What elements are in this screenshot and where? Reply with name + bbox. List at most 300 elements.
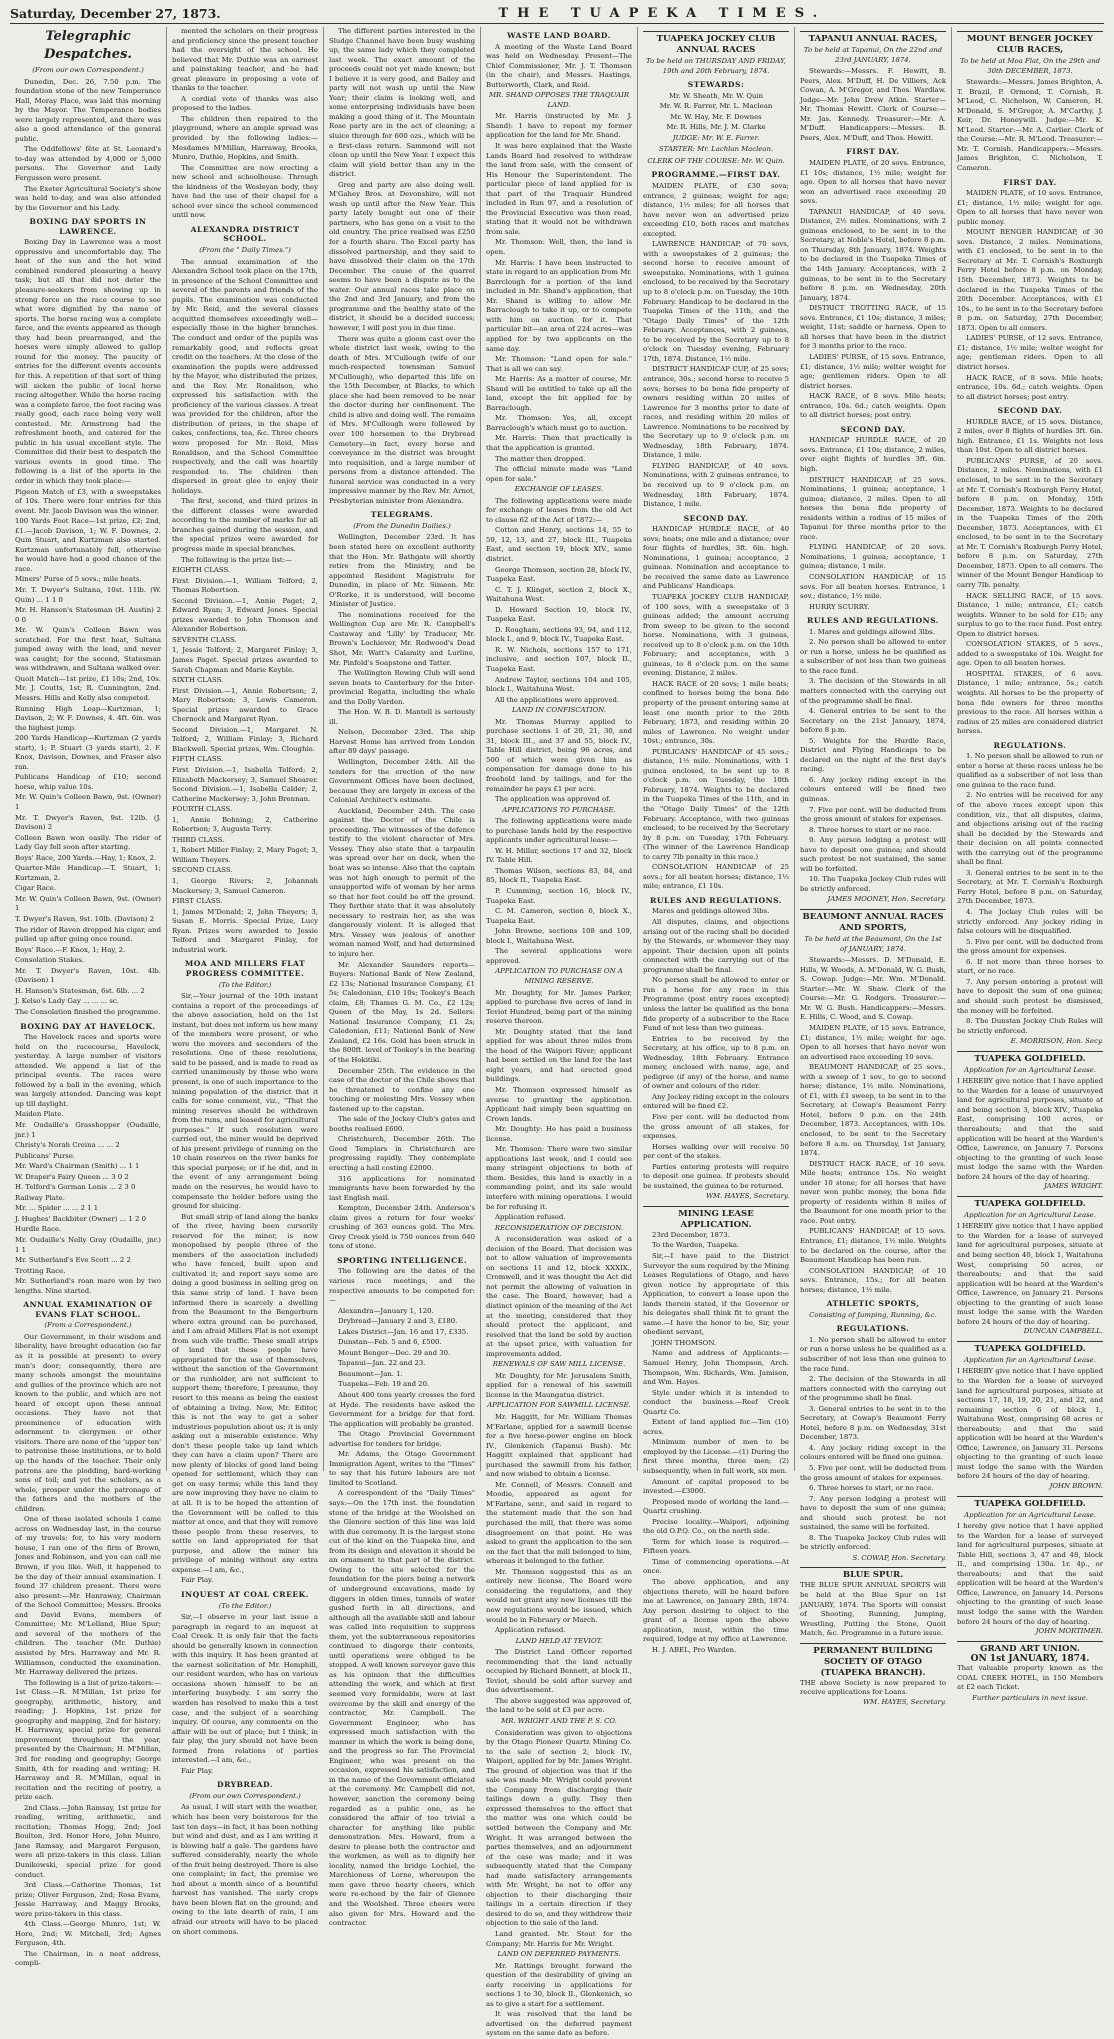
paragraph: THIRD CLASS. [172, 835, 225, 844]
paragraph: Boys' Race, 200 Yards.—Hay, 1; Knox, 2. [15, 853, 157, 862]
paragraph: Boxing Day in Lawrence was a most oppressive and uncomfortable day. The heat of the sun and the hot wind combined rendered pleasuring a heavy task; but all that did not deter the pleasure-seekers from showing up in strong force on the race course to see what were dignified by the name of sports. The horse racing was a complete farce, and the events appeared as though they had been prearranged, and the horses were simply allowed to gallop round for the money. The paucity of entries for the different events accounts for this. A repetition of that sort of thing will sicken the public of local horse racing altogether. While the horse racing was a complete farce, the foot racing was really good, each race being very well contested. Mr. Armstrong had the refreshment booth, and catered for the public in his usual excellent style. The Committee did their best to despatch the various events in good time. The following is a list of the sports in the order in which they took place:— [15, 238, 161, 485]
paragraph: The different parties interested in the Sludge Channel have been busy washing up, the same lady which they completed last week. The exact amount of the proceeds could not yet made known; but I believe it is very good, and Bailey and party will not wash up until the New Year; their claim is looking well, and some enterprising individuals have been making a good thing of it. The Mountain Rose party are in the act of cleaning; a sluice through for 600 ozs., which will be a first-class return. Sammond will not clean up until the New Year. I expect this claim will yield better than any in the district. [329, 27, 475, 179]
section-heading: FIRST DAY. [846, 147, 900, 157]
paragraph: SEVENTH CLASS. [172, 635, 237, 644]
paragraph: First Division.—1, William Telford; 2, Thomas Robertson. [172, 576, 318, 595]
section-heading: STEWARDS: [687, 80, 745, 90]
paragraph: The nominations received for the Wellington Cup are Mr. R. Campbell's Castaway and 'Lilly' by Traducer, Mr. Brown's Lochiever, Mr. Redwood's Dead Shot, Mr. Watt's Calamity and Lurline, Mr. Pinfold's Soapstone and Tatter. [329, 610, 475, 667]
paragraph: 2nd Class.—John Ramsay, 1st prize for reading, writing, arithmetic, and recitation; Thomas Hogg, 2nd; Joel Boulton, 3rd. Honor Hore, John Munro, Jane Ramsay, and Margaret Ferguson, were all prize-takers in this class. Lilian Dunikowski, special prize for good conduct. [15, 1803, 161, 1879]
paragraph: THE above Society is now prepared to receive applications for Loans. [800, 1678, 946, 1697]
paragraph: It was here explained that the Waste Lands Board had resolved to withdraw the land from sale, with the consent of His Honour the Superintendent. The particular piece of land applied for is that part of the Traquair Hundred included in Run 97, and a resolution of the Provincial Executive was then read, stating that it would not be withdrawn from sale. [486, 142, 632, 236]
paragraph: The following is a list of prize-takers:—1st Class.—R. M'Millan, 1st prize for geography, arithmetic, history, and reading; J. Hopkins, 1st prize for geography and mapping, 2nd for history; H. Harraway, special prize for general improvement throughout the year, presented by the Chairman; H. M'Millan, 3rd for reading and geography; George Smith, 4th for reading and writing; H. Harraway and R. M'Millan, equal in recitation and the reciting of poetry, a prize each. [15, 1678, 161, 1802]
section-title: Telegraphic Despatches. [44, 29, 132, 62]
paragraph: George Thomson, section 28, block IV., Tuapeka East. [486, 565, 632, 584]
section-heading: RULES AND REGULATIONS. [807, 616, 939, 626]
section-subheading: Application for an Agricultural Lease. [964, 1355, 1096, 1364]
paragraph: 23rd December, 1873. [652, 1230, 730, 1239]
signature: WM. HAYES, Secretary. [705, 1192, 789, 1201]
paragraph: Boys' Race.—F. Knox, 1; Hay, 2. [15, 945, 126, 954]
paragraph: C. M. Cameron, section 6, block X., Tuapeka East. [486, 907, 632, 925]
paragraph: Mr. Doughty, for Mr. James Parker, applied to purchase five acres of land in Teviot Hundred, being part of the mining reserve thereon. [486, 988, 632, 1026]
paragraph: Nelson, December 23rd. The ship Harvest Home has arrived from London after 89 days' passage. [329, 728, 475, 756]
section-subheading: EXCHANGE OF LEASES. [514, 485, 604, 494]
paragraph: Mares and geldings allowed 3lbs. [652, 907, 770, 916]
paragraph: Mr. Rattings brought forward the question of the desirability of giving an early receiving in applications for sections 1 to 30, block II., Glenkenich, so as to give a start for a settlement. [486, 1961, 632, 2008]
paragraph: Mr. Thomson: "Land open for sale." That is all we can say. [486, 355, 632, 373]
paragraph: 1. No person shall be allowed to enter or run a horse unless he be qualified as a subscriber of not less than one guinea to the race fund. [800, 1335, 946, 1373]
paragraph: Application refused. [495, 1213, 566, 1222]
paragraph: Precise locality.—Waipori, adjoining the old O.P.Q. Co., on the north side. [643, 1517, 789, 1536]
paragraph: Running High Leap—Kurtzman, 1; Davison, 2; W. F. Downes, 4. 4ft. 6in. was the highest jump. [15, 704, 161, 732]
paragraph: Sir,—Your journal of the 10th instant contains a report of the proceedings of the above association, held on the 1st instant, but does not inform us how many of the members were present, or who were the movers and seconders of the resolutions. One of these resolutions, said to be passed, and is made to read as carried unanimously by those who were present, is one of such importance to the mining population of the district that it calls for some comment, viz., "That the mining reserves should be withdrawn from the runs, and leased for agricultural purposes." If such resolution were carried out, the miner would be deprived of his present privilege of running on the 10 chain reserves on the river banks for this special purpose; or if he did, and in the event of any arrangement being made on the reserves, he would have to compensate the holder before using the ground for sluicing. [172, 992, 318, 1211]
paragraph: Sir,—I have paid to the District Surveyor the sum required by the Mining Leases Regulations of Otago, and have given notice by appropriate of this Application, to convert a lease upon the lands therein stated, if the Governor or his delegates shall think fit to grant the same.—I have the honor to be, Sir, your obedient servant, [643, 1251, 789, 1337]
paragraph: Andrew Taylor, sections 104 and 105, block I., Waitahuna West. [486, 675, 632, 694]
advert-title: BLUE SPUR. [842, 1570, 904, 1581]
paragraph: Tuapeka—Feb. 19 and 20. [338, 1380, 430, 1389]
paragraph: 5. Five per cent. will be deducted from the gross amount for expenses. [957, 937, 1103, 956]
paragraph: 1. Mares and geldings allowed 3lbs. [809, 627, 936, 636]
paragraph: Mr. Thomas Murray applied to purchase sections 1 of 20, 21, 30, and 31, block III., and 37 and 55, block IV., Table Hill district, being 96 acres, and 500 of which were given him as compensation for damage done to his freehold land by tailings, and for the remainder he pays £1 per acre. [486, 717, 632, 793]
paragraph: Mr. Adams, the Otago Government Immigration Agent, writes to the "Times" to say that his future labours are not limited to Scotland. [329, 1450, 475, 1487]
paragraph: DISTRICT HANDICAP CUP, of 25 sovs; entrance, 30s.; second horse to receive 5 sovs; horses to be bona fide property of owners residing within 20 miles of Lawrence for 3 months prior to date of races, and residing within 20 miles of Lawrence. Nominations to be received by the Secretary up to 9 o'clock p.m. on Wednesday, 18th February, 1874. Distance, 1 mile. [643, 365, 789, 460]
paragraph: The following applications were made for exchange of leases from the old Act to clause 62 of the Act of 1872:— [486, 496, 632, 524]
paragraph: Greg and party are also doing well. M'Gahey Bros. at Devonshire, will not wash up until after the New Year. This party lately bought out one of their partners, who has gone on a visit to the old country. The price realised was £250 for a fourth share. The Excel party has dissolved partnership, and they said to have dissolved their claim on the 17th December. The cause of the quarrel seems to have been a dispute as to the water. Our annual races take place on the 2nd and 3rd January, and from the programme and the healthy state of the district, it should be a decided success; however, I will post you in due time. [329, 180, 475, 332]
paragraph: 100 Yards Foot Race—1st prize, £2; 2nd, £1.—Jacob Davison, 1; W. F. Downes, 2. Quin Stuart, and Kurtzman also started. Kurtzman unfortunately fell, otherwise he would have had a good chance of the race. [15, 517, 161, 573]
paragraph: Tapanui—Jan. 22 and 23. [338, 1359, 426, 1368]
section-subheading: To be held at the Beaumont, On the 1st of JANUARY, 1874. [804, 935, 942, 953]
paragraph: Quarter-Mile Handicap.—T. Stuart, 1; Kurtzman, 2. [15, 864, 161, 882]
paragraph: Mr. Harris (instructed by Mr. J. Shand): I have to repeat my former application for the land for Mr. Shand. [486, 112, 632, 140]
paragraph: 200 Yards Handicap—Kurtzman (2 yards start), 1; P. Stuart (3 yards start), 2. F. Knox, Davison, Downes, and Fraser also ran. [15, 734, 161, 771]
paragraph: It was resolved that the land be advertised on the deferred payment system on the same date as before. [486, 2010, 632, 2038]
section-subheading: (From a Correspondent.) [44, 1321, 132, 1330]
paragraph: Extent of land applied for.—Ten (10) acres. [643, 1418, 789, 1436]
paragraph: 1, James M'Donald; 2, John Theyers; 3, Susan E. Morris. Special Prize, Lucy Ryan. Prizes were awarded to Jessie Telford and Margaret Finlay, for industrial work. [172, 907, 318, 954]
paragraph: To the Warden, Tuapeka. [652, 1241, 740, 1250]
paragraph: J. Hughes' Backbiter (Owner) ... 1 2 0 [15, 1214, 146, 1223]
paragraph: Mr. Ward's Chairman (Smith) ... 1 1 [15, 1162, 140, 1171]
column-5 [638, 27, 795, 1654]
section-heading: ATHLETIC SPORTS, [826, 1299, 920, 1309]
paragraph: The following are the dates of the various race meetings, and the respective amounts to be competed for:— [329, 1267, 475, 1305]
paragraph: H. Hanson's Statesman, 6st. 6lb. ... 2 [15, 986, 145, 995]
paragraph: D. Howard Section 10, block IV., Tuapeka East. [486, 605, 632, 624]
paragraph: 5. Weights for the Hurdle Race, District and Flying Handicaps to be declared on the night of the first day's racing. [800, 736, 946, 774]
section-heading: SECOND DAY. [840, 424, 906, 434]
paragraph: LADIES' PURSE, of 12 sovs. Entrance, £1; distance, 1½ mile; welter weight for age; gentleman riders. Open to all district horses. [957, 334, 1103, 371]
paragraph: MOUNT BENGER HANDICAP, of 30 sovs. Distance, 2 miles. Nominations, with £1 enclosed, to be sent in to the Secretary at Mr. T. Cornish's Roxburgh Ferry Hotel before 8 p.m. on Monday, 15th December, 1873. Weights to be declared in the Tuapeka Times of the 20th December. Acceptances, with £1 10s., to be sent in to the Secretary before 8 p.m. on Saturday, 27th December, 1873. Open to all comers. [957, 228, 1103, 332]
paragraph: The following applications were made to purchase lands held by the respective applicants under agricultural lease:— [486, 817, 632, 845]
paragraph: Kempton, December 24th. Anderson's claim gives a return for four weeks' crushing of 363 ounces gold. The Mrs. Grey Creek yield is 750 ounces from 640 tons of stone. [329, 1204, 475, 1251]
paragraph: HACK RACE, of 8 sovs. Mile heats; entrance, 10s. 6d.; catch weights. Open to all district horses; post entry. [957, 373, 1103, 401]
newspaper-title: THE TUAPEKA TIMES. [498, 5, 827, 21]
paragraph: Second Division.—1, Annie Paget; 2, Edward Ryan; 3, Edward Jones. Special prizes awarded to John Thomson and Alexander Robertson. [172, 596, 318, 634]
paragraph: Time of commencing operations.—At once. [643, 1557, 789, 1576]
advert-title: GRAND ART UNION. [980, 1643, 1080, 1654]
section-heading: FIRST DAY. [1003, 177, 1057, 187]
section-heading: WASTE LAND BOARD. [507, 31, 611, 40]
paragraph: The District Land Officer reported recommending that the land actually occupied by Richard Bennett, at block II., Teviot, should be sold after survey and due advertisement. [486, 1648, 632, 1695]
advert-block [643, 31, 789, 56]
paragraph: J. Kelso's Lady Gay ... ... ... sc. [15, 997, 119, 1006]
paragraph: Wellington, December 23rd. It has been stated here on excellent authority that the Hon. Mr. Bathgate will shortly retire from the Ministry, and be appointed Resident Magistrate for Dunedin, in place of Mr. Simeon. Mr. O'Rorke, it is understood, will become Minister of Justice. [329, 533, 475, 609]
section-subheading: Consisting of Jumping, Running, &c. [809, 1310, 937, 1319]
advert-title: TAPANUI ANNUAL RACES, [808, 34, 938, 44]
column-6 [795, 27, 952, 1706]
paragraph: 316 applications for nominated immigrants have been forwarded by the last English mail. [329, 1174, 475, 1202]
advert-title: TUAPEKA JOCKEY CLUB ANNUAL RACES [656, 34, 776, 55]
column-3 [324, 27, 481, 1928]
paragraph: Alexandra—January 1, 120. [338, 1306, 434, 1315]
paragraph: 6. Three horses to start, or no race. [809, 1484, 934, 1493]
signature: JOHN BROWN. [1049, 1482, 1103, 1491]
paragraph: Mr. T. Dwyer's Raven, 9st. 12lb. (J. Davison) 2 [15, 813, 161, 832]
section-heading: PROGRAMME.—FIRST DAY. [651, 170, 781, 180]
paragraph: D. Rougham, sections 93, 94, and 112, block I., and 9, block IV., Tuapeka East. [486, 625, 632, 644]
paragraph: That valuable property known as the COAL CREEK HOTEL, in 150 Members at £2 each Ticket. [957, 1664, 1103, 1692]
section-subheading: (From our own Correspondent.) [189, 1791, 301, 1800]
paragraph: All the applications were approved. [495, 695, 620, 704]
paragraph: 1. No person shall be allowed to run or enter a horse at these races unless he be qualified as a subscriber of not less than one guinea to the race fund. [957, 752, 1103, 789]
paragraph: Mr. Thomson: There were two similar applications last week, and I could see many stringent objections to both of them. Besides, this land is exactly in a commanding point, and its sale would interfere with mining operations. I would be for refusing it. [486, 1145, 632, 1211]
paragraph: FIFTH CLASS. [172, 755, 224, 764]
paragraph: 3. General entries to be sent in to the Secretary, at Mr. T. Cornish's Roxburgh Ferry Hotel, before 8 p.m. on Saturday, 27th December, 1873. [957, 868, 1103, 906]
section-subheading: (To the Editor.) [218, 980, 272, 989]
paragraph: Mr. Thomson: Well, then, the land is open. [486, 238, 632, 257]
paragraph: The rider of Raven dropped his cigar, and pulled up after going once round. [15, 925, 161, 944]
masthead [10, 4, 1104, 22]
paragraph: A meeting of the Waste Land Board was held on Wednesday. Present—The Chief Commissioner, Mr. J. T. Thomson (in the chair), and Messrs. Hastings, Butterworth, Clark, and Reid. [486, 42, 632, 89]
paragraph: JOHN THOMSON. [652, 1338, 717, 1347]
paragraph: Mr. T. Dwyer's Sultana, 10st. 11lb. (W. Quin) ... 1 1 0 [15, 585, 161, 604]
paragraph: Colleen Bawn won easily. The rider of Lady Gay fell soon after starting. [15, 833, 161, 852]
section-heading: BOXING DAY AT HAVELOCK. [20, 1021, 156, 1031]
paragraph: MAIDEN PLATE, of 15 sovs. Entrance, £1; distance, 1½ mile; weight for age. Open to all horses that have never won an advertised race exceeding 10 sovs. [800, 1023, 946, 1061]
paragraph: The matter then dropped. [495, 454, 586, 463]
section-subheading: LAND ON DEFERRED PAYMENTS. [497, 1950, 621, 1959]
paragraph: Cigar Race. [15, 884, 57, 893]
paragraph: W. Draper's Fairy Queen ... 3 0 2 [15, 1172, 129, 1181]
paragraph: Any Jockey riding except in the colours entered will be fined £2. [643, 1092, 789, 1111]
paragraph: Auckland, December 24th. The case against the Doctor of the Chile is proceeding. The witnesses of the defence testify to the violent character of Mrs. Vessey. They also state that a tarpaulin was spread over her on deck, when the boat was so intense. Also that the captain was not high enough to permit of the unsupported wife of woman by her arms so that her feet could be off the ground. They further state that it was absolutely necessary to restrain her, as she was dangerously violent. It is alleged that Mrs. Vessey was jealous of another woman named Wolf, and had determined to injure her. [329, 806, 475, 958]
paragraph: PUBLICANS' HANDICAP of 45 sovs.; distance, 1½ mile. Nominations, with 1 guinea enclosed, to be sent up to 8 o'clock p.m. on Tuesday, the 10th February, 1874. Weights to be declared in the Tuapeka Times of the 11th, and in the "Otago Daily Times" of the 12th February. Acceptance, with two guineas enclosed, to be received by the Secretary by 8 p.m. on Tuesday, 17th February. (The winner of the Lawrence Handicap to carry 7lb penalty in this race.) [643, 747, 789, 861]
column-7 [952, 27, 1108, 1702]
paragraph: John Browne, sections 108 and 109, block I., Waitahuna West. [486, 927, 632, 945]
paragraph: Drybread—January 2 and 3, £180. [338, 1317, 458, 1326]
section-heading: SECOND DAY. [997, 406, 1063, 416]
paragraph: HANDICAP HURDLE RACE, of 40 sovs; heats; one mile and a distance; over four flights of hurdles, 3ft. 6in. high. Nominations, 1 guinea; acceptance, 2 guineas. Nomination and acceptance to be received the same date as Lawrence and Publicans' Handicaps. [643, 525, 789, 591]
paragraph: Mr. W. Quin's Colleen Bawn was scratched. For the first heat, Sultana jumped away with the lead, and never was caught; for the second, Statesman was withdrawn, and Sultana walked over. [15, 626, 161, 673]
section-heading: ALEXANDRA DISTRICT SCHOOL. [190, 224, 300, 244]
section-heading: REGULATIONS. [993, 740, 1067, 750]
paragraph: Horses walking over will receive 50 per cent of the stakes. [643, 1142, 789, 1161]
paragraph: Mr. Harris: Then that practically is that the application is granted. [486, 434, 632, 452]
section-subheading: Further particulars in next issue. [972, 1693, 1088, 1702]
signature: S. COWAP, Hon. Secretary. [852, 1553, 946, 1562]
paragraph: One of these isolated schools I came across on Wednesday last, in the course of my travels; for, to his very modern house, I ran one of the firm of Brown, Jones and Robinson, and you can call me Brown, if you like. Well, it happened to be the day of their annual examination. I found 37 children present. There were also present:—Mr. Hanraway, Chairman of the School Committee; Messrs. Brooks and David Evans, members of Committee; Mr. M'Lelland, Blue Spur; and several of the mothers of the children. The teacher (Mr. Duthie) assisted by Mrs. Harraway and Mr. R. Williamson, conducted the examination. Mr. Harraway delivered the prizes. [15, 1515, 161, 1677]
paragraph: Mr. R. Hills, Mr. J. M. Clarke [666, 123, 766, 132]
paragraph: MAIDEN PLATE, of 10 sovs. Entrance, £1; distance, 1½ mile; weight for age. Open to all horses that have never won public money. [957, 189, 1103, 226]
paragraph: Amount of capital proposed to be invested.—£3000. [643, 1477, 789, 1496]
section-subheading: RENEWALS OF SAW MILL LICENSE. [492, 1360, 626, 1369]
paragraph: HURDLE RACE, of 15 sovs. Distance, 2 miles, over 8 flights of hurdles 3ft. 6in. high. Entrance, £1 1s. Weights not less than 10st. Open to all district horses. [957, 417, 1103, 455]
paragraph: Mr. Connell, of Messrs. Connell and Moodie, appeared as agent for M'Farlane, senr., and said in regard to the statement made that the son had purchased the mill, that there was some disagreement on that point. He was asked to grant the application to the son on the fact that the mill belonged to him, whereas it belonged to the father. [486, 1480, 632, 1566]
section-heading: INQUEST AT COAL CREEK. [181, 1589, 309, 1599]
section-subheading: LAND IN CONFISCATION. [511, 706, 607, 715]
paragraph: Publicans' Purse. [15, 1151, 76, 1160]
paragraph: Mr. Haggitt, for Mr. William Thomas M'Farlane, applied for a sawmill license for a five horse-power engine on block IV., Glenkenich (Tapanui Bush). Mr. Haggitt explained that applicant had purchased the sawmill from his father, and now wished to obtain a license. [486, 1413, 632, 1479]
paragraph: FLYING HANDICAP, of 40 sovs. Nominations, with 2 guineas entrance, to be received up to 9 o'clock p.m. on Wednesday, 18th February, 1874. Distance, 1 mile. [643, 461, 789, 509]
advert-block [643, 1206, 789, 1231]
paragraph: 1, Jessie Telford; 2, Margaret Finlay; 3, James Paget. Special prizes awarded to Sarah Chapman and Marie Keyble. [172, 646, 318, 674]
paragraph: MAIDEN PLATE, of 20 sovs. Entrance, £1 10s; distance, 1½ mile; weight for age. Open to all horses that have never won an advertised race exceeding 20 sovs. [800, 159, 946, 206]
column-4 [481, 27, 638, 2038]
paragraph: A correspondent of the "Daily Times" says:—On the 17th inst. the foundation stone of the bridge at the Woolshed on the Glenore section of this line was laid with due ceremony. It is the largest stone cut of the kind on the Tuapeka line, and from its design and elevation it should be an ornament to that part of the district. Owing to the site selected for the foundation for the piers being a network of underground excavations, made by diggers in olden times, tunnels of water gushed forth in all directions, and although all the available skill and labour was called into requisition to suppress them, yet the subterraneous repositories continued to disgorge their contents, until operations were obliged to be stopped. A well known surveyor gave this as his opinion that the difficulties attending the work, and which at first seemed very formidable, were at last overcome by the skill and energy of the contractor, Mr. Campbell. The Government Engineer, who has expressed much satisfaction with the manner in which the work is being done, and the progress so far. The Provincial Engineer, who was present on the occasion, expressed his satisfaction, and in the name of the Government officiated at the ceremony. Mr. Campbell did not, however, sanction the ceremony being regarded as a public one, as he considered the affair of too trivial a character for anything like public demonstration. Mrs. Howard, from a desire to please both the contractor and the workmen, as well as to dignify her locality, named the bridge Lochiel, the Marchioness of Lorne, whereupon the men gave three hearty cheers, which were re-echoed by the fair of Glenore and the Woolshed. Three cheers were also given for Mrs. Howard and the contractor. [329, 1489, 475, 1928]
paragraph: The official minute made was "Land open for sale." [486, 465, 632, 483]
paragraph: Mr. Oudaille's Grasshopper (Oudaille, jnr.) 1 [15, 1120, 161, 1139]
paragraph: Wellington, December 24th. All the tenders for the erection of the new Government Offices have been declined, because they are largely in excess of the Colonial Architect's estimate. [329, 758, 475, 805]
signature: JOHN MORTIMER. [1035, 1627, 1103, 1636]
paragraph: R. W. Nichols, sections 157 to 171, inclusive, and section 107, block II., Tuapeka East. [486, 645, 632, 673]
paragraph: Dunstan—Feb. 5 and 6, £500. [338, 1338, 442, 1347]
masthead-rule [10, 23, 1104, 24]
paragraph: LADIES' PURSE, of 15 sovs. Entrance, £1; distance, 1½ mile; welter weight for age; gentlemen riders. Open to all district horses. [800, 352, 946, 390]
paragraph: CONSOLATION HANDICAP of 25 sovs.; for all beaten horses; distance, 1½ mile; entrance, £1 10s. [643, 863, 789, 891]
section-heading: TELEGRAMS. [370, 510, 434, 520]
paragraph: 7. Any person lodging a protest will have to deposit the sum of one guinea; and should such protest be not sustained, the same will be forfeited. [800, 1494, 946, 1532]
paragraph: But small strip of land along the banks of the river, having been cursorily reserved for the miner, is now monopolised by people (three of the members of the association included) who have fenced, built upon and cultivated it; and report says some are doing a good business in selling grog on this same strip of land. I have been informed there is scarcely a dwelling from the Beaumont to the Bengerburn where extra ground can be purchased, and I am afraid Millers Flat is not exempt from such vile traffic. These small strips of land that these people have appropriated for the use of themselves, without the sanction of the Government or the runholder, are not sufficient to support them; therefore, I presume, they resort to this means as being the easiest of obtaining a living. Now, Mr. Editor, this is not the way to get a sober industrious population about us; it is only asking out a miserable existence. Why don't these people take up land which they can have a claim upon? There are now plenty of blocks of good land being opened for settlement, which they can get on easy terms; while this land they are now improving they have no claim to at all. It is to be hoped the attention of the Government will be called to this matter at once, and that they will remove these people from these reserves, to settle on land appropriated for that purpose, and allow the miner his privilege of mining without any extra expense.—I am, &c., [172, 1212, 318, 1574]
paragraph: Mr. Thomson expressed himself as averse to granting the application. Applicant had simply been squatting on Crown lands. [486, 1085, 632, 1123]
paragraph: PUBLICANS' PURSE, of 20 sovs. Distance, 2 miles. Nominations, with £1 enclosed, to be sent in to the Secretary at Mr. T. Cornish's Roxburgh Ferry Hotel, before 8 p.m. on Monday, 15th December, 1873. Weights to be declared in the Tuapeka Times of the 20th December, 1873. Acceptances, with £1 enclosed, to be sent in to the Secretary at Mr. T. Cornish's Roxburgh Ferry Hotel, before 8 p.m. on Saturday, 27th December, 1873. Open to all comers. The winner of the Mount Benger Handicap to carry 7lb. penalty. [957, 456, 1103, 589]
paragraph: SIXTH CLASS. [172, 676, 224, 685]
paragraph: 7. Five per cent. will be deducted from the gross amount of stakes for expenses. [800, 805, 946, 824]
paragraph: DISTRICT HANDICAP, of 25 sovs. Nominations, 1 guinea; acceptance, 1 guinea; distance, 2 miles. Open to all horses the bona fide property of residents within a radius of 15 miles of Tapanui for three months prior to the race. [800, 475, 946, 541]
paragraph: Application refused. [495, 1626, 566, 1635]
paragraph: BEAUMONT HANDICAP, of 25 sovs., with a sweep of 1 sov., to go to second horse; distance, 1½ mile. Nominations, of £1, with £1 sweep, to be sent in to the Secretary, at Cowap's Beaumont Ferry Hotel, before 9 p.m. on the 24th December, 1873. Acceptances, with 10s. enclosed, to be sent to the Secretary before 8 a.m. on Thursday, 1st January, 1874. [800, 1063, 946, 1158]
section-subheading: Application for an Agricultural Lease. [964, 1065, 1096, 1074]
paragraph: CONSOLATION HANDICAP, of 15 sovs. For all beaten horses. Entrance, 1 sov.; distance, 1½ mile. [800, 572, 946, 601]
paragraph: First Division.—1, Annie Robertson; 2, Mary Robertson; 3, Lewis Cameron. Special prizes awarded to Grace Chernock and Margaret Ryan. [172, 686, 318, 724]
advert-block [957, 1051, 1103, 1065]
paragraph: FIRST CLASS. [172, 897, 223, 906]
paragraph: I HEREBY give notice that I have applied to the Warden for a lease of surveyed land for agricultural purposes, situate at sections 17, 18, 19, 20, 21, and 22, and remaining section 6 of block I., Waitahuna West, comprising 68 acres or thereabouts; and that the said application will be heard at the Warden's Office, Lawrence, on January 31. Persons objecting to the granting of such lease must lodge the same with the Warden before 24 hours of the day of hearing. [957, 1367, 1103, 1481]
paragraph: Mr. Alexander Saunders reports—Buyers: National Bank of New Zealand, £2 13s; National Insurance Company, £1 5s; Caledonian, £10 10s; Tookey's Beach claim, £8; Thames G. M. Co., £2 12s; Queen of the May, 1s 2d. Sellers: National Insurance Company, £1 2s; Caledonian, £11; National Bank of New Zealand, £2 16s. Gold has been struck in the 800ft. level of Tookey's in the bearing of the Hokitiki. [329, 960, 475, 1064]
paragraph: 4. The Jockey Club rules will be strictly enforced. Any jockey riding in false colours will be disqualified. [957, 908, 1103, 936]
paragraph: Quoit Match—1st prize, £1 10s; 2nd, 10s. Mr. J. Coutts, 1st; R. Cunnington, 2nd. Messrs. Hills and Kelly also competed. [15, 674, 161, 702]
paragraph: Second Division.—1, Margaret N. Telford; 2, William Finlay; 3, Richard Blackwell. Special prizes, Wm. Cloughie. [172, 725, 318, 753]
paragraph: 4. General entries to be sent to the Secretary on the 21st January, 1874, before 8 p.m. [800, 707, 946, 735]
section-subheading: JUDGE: Mr. W. E. Farrer. [672, 133, 760, 142]
section-subheading: RECONSIDERATION OF DECISION. [494, 1223, 624, 1232]
paragraph: I hereby give notice that I have applied to the Warden for a lease of surveyed land for agricultural purposes, situate at Table Hill, sections 3, 47 and 48, block II., and comprising 130a. 1r. 4p., or thereabouts; and that the said application will be heard at the Warden's Office, Lawrence, on January 14. Persons objecting to the granting of such lease must lodge the same with the Warden before 24 hours of the day of hearing. [957, 1522, 1103, 1626]
paragraph: HACK RACE of 20 sovs; 1 mile heats; confined to horses being the bona fide property of the present entering same at least one month prior to the 20th February, 1873, and residing within 20 miles of Lawrence. No weight under 10st.; entrance, 30s. [643, 679, 789, 746]
advert-block [957, 1641, 1103, 1655]
paragraph: Stewards:—Messrs. James Brighton, A. T. Brazil, P. Ormond, T. Cornish, R. M'Leod, C. Nicholson, W. Cameron, H. M'Donald, S. M'Gregor, A. M'Carthy, J. Keir, Dr. Honeywill. Judge:—Mr. K. M'Leod. Starter:—Mr. A. Carlier. Clerk of the Course:—Mr. R. M'Leod. Treasurer:—Mr. T. Cornish. Handicappers:—Messrs. James Brighton, C. Nicholson, T. Cameron. [957, 78, 1103, 173]
paragraph: The application was approved of. [495, 795, 611, 804]
advert-title: TUAPEKA GOLDFIELD. [974, 1343, 1086, 1354]
paragraph: HURRY SCURRY. [809, 602, 870, 611]
paragraph: First Division.—1, Isabella Telford; 2, Elizabeth Mackersey; 3, Samuel Shearer. Second Division.—1, Isabella Calder; 2, Catherine Mackersey; 3, John Brennan. [172, 766, 318, 803]
paragraph: Minimum number of men to be employed by the License.—(1) During the first three months, three men; (2) subsequently, when in full work, six men. [643, 1438, 789, 1476]
paragraph: Name and address of Applicants:—Samuel Henry, John Thompson, Arch. Thompson, Wm. Richards, Wm. Jamison, and Wm. Hayes. [643, 1349, 789, 1387]
paragraph: Lakes District—Jan. 16 and 17, £335. [338, 1327, 469, 1336]
paragraph: DISTRICT HACK RACE, of 10 sovs. Mile heats; entrance 15s. No weight under 10 stone; for all horses that have never won public money, the bona fide property of residents within 8 miles of the Beaumont for one month prior to the race. Post entry. [800, 1159, 946, 1225]
paragraph: A reconsideration was asked of a decision of the Board. That decision was not to allow valuation of improvements on sections 11 and 12, block XXXIX., Cromwell, and it was thought the Act did not permit the allowing of valuation in the case. The Board, however, had a distinct opinion of the meaning of the Act at the meeting, considered that they should protect the applicant, and resolved that the land be sold by auction at the upset price, with valuation for improvements added. [486, 1235, 632, 1358]
advert-title: TUAPEKA GOLDFIELD. [974, 1198, 1086, 1209]
paragraph: Five per cent. will be deducted from the gross amount of all stakes, for expenses. [643, 1112, 789, 1141]
paragraph: 10. The Tuapeka Jockey Club rules will be strictly enforced. [800, 875, 946, 893]
paragraph: Christchurch, December 26th. The Good Templars in Christchurch are progressing rapidly. They contemplate erecting a hall costing £2000. [329, 1135, 475, 1172]
advert-title: MINING LEASE APPLICATION. [678, 1208, 754, 1230]
column-2 [167, 27, 324, 1936]
section-subheading: CLERK OF THE COURSE: Mr. W. Quin. [647, 156, 785, 165]
paragraph: Mr. Thomson: Yes, all, except Barraclough's which must go to auction. [486, 414, 632, 432]
paragraph: Mr. T. Dwyer's Raven, 10st. 4lb. (Davison) 1 [15, 966, 161, 985]
section-subheading: (From our own Correspondent.) [32, 66, 144, 74]
paragraph: Mr. Doughty stated that the land applied for was about three miles from the head of the Waipori River; applicant had been settled on the land for the last eight years, and had erected good buildings. [486, 1027, 632, 1084]
signature: E. MORRISON, Hon. Secy. [1010, 1037, 1103, 1046]
paragraph: Mr. ... Spider ... ... 2 1 1 [15, 1204, 99, 1213]
paragraph: The Oddfellows' fête at St. Leonard's to-day was attended by 4,000 or 5,000 persons. The Governor and Lady Fergusson were present. [15, 145, 161, 183]
paragraph: DISTRICT TROTTING RACE, of 15 sovs. Entrance, £1 10s; distance, 3 miles; weight, 11st; saddle or harness. Open to all horses that have been in the district for 3 months prior to the race. [800, 304, 946, 351]
paragraph: 2. No entries will be received for any of the above races except upon this condition, viz., that all disputes, claims, and objections arising out of the racing shall be decided by the Stewards and their decision on all points connected with the carrying out of the programme shall be final. [957, 791, 1103, 867]
section-subheading: (From the Dunedin Dailies.) [353, 521, 451, 530]
paragraph: The Chairman, in a neat address, compli- [15, 1949, 161, 1968]
paragraph: 7. Any person entering a protest will have to deposit the sum of one guinea; and should such protest be dismissed, the money will be forfeited. [957, 977, 1103, 1015]
paragraph: 3rd Class.—Catherine Thomas, 1st prize; Oliver Ferguson, 2nd; Rosa Evans, Jessie Harraway, and Maggy Brooks, were prize-takers in this class. [15, 1881, 161, 1918]
section-subheading: LAND HELD AT TEVIOT. [515, 1636, 603, 1645]
paragraph: About 400 tons yearly crosses the ford at Hyde. The residents have asked the Government for a bridge for that ford. The application will probably be granted. [329, 1391, 475, 1428]
advert-title: TUAPEKA GOLDFIELD. [974, 1498, 1086, 1509]
paragraph: Land granted. Mr. Stout for the Company; Mr. Harris for Mr. Wright. [486, 1930, 632, 1948]
paragraph: The following is the prize list:— [181, 555, 292, 564]
section-subheading: Application for an Agricultural Lease. [964, 1510, 1096, 1519]
paragraph: Dunedin, Dec. 26, 7.50 p.m. The foundation stone of the new Temperance Hall, Moray Place, was laid this morning by the Mayor. The Temperance bodies were largely represented, and there was also a good attendance of the general public. [15, 77, 161, 143]
paragraph: Beaumont—Jan. 1. [338, 1369, 403, 1378]
advert-title: PERMANENT BUILDING SOCIETY OF OTAGO (TUAPEKA BRANCH). [813, 1645, 933, 1678]
paragraph: Mount Benger—Dec. 29 and 30. [338, 1348, 451, 1357]
paragraph: HACK RACE, of 8 sovs. Mile heats; entrance, 10s. 6d.; catch weights. Open to all district horses; post entry. [800, 392, 946, 420]
paragraph: Consideration was given to objections by the Otago Pioneer Quartz Mining Co. to the sale of section 2, block IV., Waipori, applied for by Mr. James Wright. The ground of objection was that if the sale was made Mr. Wright could prevent the Company from discharging their tailings down a gully. They then expressed themselves to the effect that the matter was one which could be settled between the Company and Mr. Wright. It was arranged between the parties themselves, and an adjournment of the case was made; and it was subsequently stated that the Company had made satisfactory arrangements with Mr. Wright, he not to offer any objection to their discharging their tailings in a certain direction if they desired to do so, and they withdrew their objection to the sale of the land. [486, 1728, 632, 1928]
issue-date: Saturday, December 27, 1873. [10, 5, 221, 21]
paragraph: H. J. ABEL, Pro Warden. [652, 1645, 737, 1654]
advert-block [800, 1567, 946, 1581]
advert-block [957, 1341, 1103, 1355]
paragraph: HOSPITAL STAKES, of 6 sovs. Distance, 1 mile; entrance, 5s.; catch weights. All horses to be the property of bona fide owners for three months previous to the race. All horses within a radius of 25 miles are considered district horses. [957, 669, 1103, 736]
paragraph: The above suggested was approved of, the land to be sold at £3 per acre. [486, 1696, 632, 1715]
columns [10, 27, 1108, 2038]
paragraph: The Exeter Agricultural Society's show was held to-day, and was also attended by the Governor and his Lady. [15, 184, 161, 212]
paragraph: Consolation Stakes. [15, 956, 85, 965]
paragraph: The children then repaired to the playground, where an ample spread was provided by the following ladies:—Mesdames M'Millan, Harraway, Brooks, Munro, Duthie, Hopkins, and Smith. [172, 114, 318, 162]
paragraph: Term for which lease is required.—Fifteen years. [643, 1537, 789, 1556]
paragraph: TAPANUI HANDICAP, of 40 sovs. Distance, 2½ miles. Nominations, with 2 guineas enclosed, to be sent in to the Secretary, at Noble's Hotel, before 8 p.m. on Thursday, 8th January, 1874. Weights to be declared in the Tuapeka Times of the 14th January. Acceptances, with 2 guineas, to be sent in to the Secretary before 8 p.m. on Wednesday, 20th January, 1874. [800, 207, 946, 302]
section-heading: ANNUAL EXAMINATION OF EVANS FLAT SCHOOL. [23, 1300, 153, 1319]
paragraph: Maiden Plate. [15, 1110, 64, 1119]
advert-title: MOUNT BENGER JOCKEY CLUB RACES, [967, 34, 1093, 55]
paragraph: 3. The decision of the Stewards in all matters connected with the carrying out of the programme shall be final. [800, 677, 946, 705]
paragraph: Fair Play. [181, 1576, 214, 1585]
paragraph: 8. The Dunstan Jockey Club Rules will be strictly enforced. [957, 1017, 1103, 1035]
section-heading: SECOND DAY. [683, 513, 749, 523]
paragraph: Mr. W. R. Farrer, Mr. L. Maclean [659, 102, 773, 111]
paragraph: 2. The decision of the Stewards in all matters connected with the carrying out of the programme shall be final. [800, 1375, 946, 1403]
paragraph: CONSOLATION STAKES, of 5 sovs., added to a sweepstake of 10s. Weight for age. Open to all beaten horses. [957, 640, 1103, 668]
paragraph: The Havelock races and sports were held on the racecourse, Havelock, yesterday. A large number of visitors attended. We append a list of the principal events. The races were followed by a ball in the evening, which was largely attended. Dancing was kept up till daylight. [15, 1033, 161, 1108]
signature: JAMES MOONEY, Hon. Secretary. [827, 895, 946, 904]
advert-block [800, 909, 946, 934]
advert-block [957, 1496, 1103, 1510]
section-heading: MOA AND MILLERS FLAT PROGRESS COMMITTEE. [184, 959, 306, 978]
paragraph: mented the scholars on their progress and proficiency since the present teacher had the oversight of the school. He believed that Mr. Duthie was an earnest and painstaking teacher, and he had great pleasure in proposing a vote of thanks to the teacher. [172, 27, 318, 93]
paragraph: Cotton and Henry, sections 14, 55 to 59, 12, 13, and 27, block III., Tuapeka East, and section 19, block XIV., same district. [486, 526, 632, 563]
paragraph: The sale of the Jockey Club's gates and booths realised £600. [329, 1115, 475, 1133]
section-subheading: (From the " Daily Times.") [199, 246, 291, 255]
paragraph: The Consolation finished the programme. [15, 1007, 161, 1016]
paragraph: Hurdle Race. [15, 1225, 62, 1234]
section-subheading: STARTER: Mr. Lachlan Maclean. [658, 145, 774, 154]
advert-title: TUAPEKA GOLDFIELD. [974, 1053, 1086, 1064]
paragraph: FLYING HANDICAP, of 20 sovs. Nominations, 1 guinea; acceptance, 1 guinea; distance, 1 mile. [800, 543, 946, 571]
paragraph: THE BLUE SPUR ANNUAL SPORTS will be held at the Blue Spur on 1st JANUARY, 1874. The Sports will consist of Shooting, Running, Jumping, Wrestling, Putting the Stone, Quoit Match, &c. Programme in a future issue. [800, 1581, 946, 1638]
section-subheading: APPLICATION FOR SAWMILL LICENSE. [487, 1401, 631, 1410]
paragraph: I HEREBY give notice that I have applied to the Warden for a lease of unsurveyed land for agricultural purposes, situate at and being section 3, block XIV., Tuapeka East, comprising 100 acres, or thereabouts; and that the said application will be heard at the Warden's Office, Lawrence, on January 7. Persons objecting to the granting of such lease must lodge the same with the Warden before 24 hours of the day of hearing. [957, 1077, 1103, 1181]
paragraph: MAIDEN PLATE, of £30 sova; entrance, 2 guineas; weight for age; distance, 1½ miles; for all horses that have never won an advertised prize exceeding £10, both races and matches excepted. [643, 182, 789, 238]
paragraph: HACK SELLING RACE, of 15 sovs. Distance, 1 mile; entrance, £1; catch weights. Winner to be sold for £15; any surplus to go to the race fund. Post entry. Open to district horses. [957, 591, 1103, 638]
paragraph: Mr. Doughty: He has paid a business license. [486, 1125, 632, 1143]
paragraph: Thomas Wilson, sections 83, 84, and 85, block II., Tuapeka East. [486, 866, 632, 885]
paragraph: Mr. W. Sheath, Mr. W. Quin [668, 91, 764, 100]
paragraph: A cordial vote of thanks was also proposed to the ladies. [172, 94, 318, 113]
paragraph: The first, second, and third prizes in the different classes were awarded according to the number of marks for all branches gained during the session, and the special prizes were awarded for progress made in special branches. [172, 497, 318, 553]
section-heading: REGULATIONS. [836, 1324, 910, 1334]
paragraph: 1, Robert Miller Finlay; 2, Mary Paget; 3, William Theyers. [172, 846, 318, 864]
paragraph: Our Government, in their wisdom and liberality, have brought education (so far as it is possible at present) to every man's door; consequently, there are many schools amongst the mountains and gullies of the province which are not known to the public, and which are not heard of except upon these annual occasions. They have not that preeminence of education with adornment to clergymen or other visitors. There are none of the 'upper ten' to patronise these institutions, or to hold up the hands of the teacher. Their only patrons are the plodding, hard-working sons of toil; and yet the scholars, as a whole, prosper under the patronage of the fathers and the mothers of the children. [15, 1332, 161, 1513]
paragraph: T. Dwyer's Raven, 9st. 10lb. (Davison) 2 [15, 915, 155, 924]
paragraph: 4th Class.—George Munro, 1st; W. Hore, 2nd; W. Mitchell, 3rd; Agnes Ferguson, 4th. [15, 1920, 161, 1948]
paragraph: The annual examination of the Alexandra School took place on the 17th, in presence of the School Committee and several of the parents and friends of the pupils. The examination was conducted by Mr. Reid, and the several classes acquitted themselves exceedingly well—especially those in the higher branches. The conduct and order of the pupils was remarkably good, and reflects great credit on the teachers. At the close of the examination the pupils were addressed by the Mayor, who distributed the prizes, and the Rev. Mr. Ronaldson, who expressed his satisfaction with the proficiency of the various classes. A treat was provided for the children, after the distribution of prizes, in the shape of cakes, confections, tea, &c. Three cheers were proposed for Mr. Reid, Miss Ronaldson, and the School Committee respectively, and the call was heartily responded to. The children then dispersed in great glee to enjoy their holidays. [172, 257, 318, 495]
paragraph: Mr. W. Quin's Colleen Bawn, 9st. (Owner) 1 [15, 894, 161, 913]
paragraph: Sir,—I observe in your last issue a paragraph in regard to an inquest at Coal Creek. It is only fair that the facts should be generally known in connection with this inquiry. It has been granted at the earnest solicitation of Mr. Hemphill, our resident warden, who has on various occasions shown himself to be an interfering busybody. I am sorry the warden has resolved to make this a test case, and the subject of a searching inquiry. Of course, any comments on the affair will be out of place; but I think, in fair play, the jury should not have been formed from relations of parties interested.—I am, &c., [172, 1613, 318, 1765]
paragraph: The Wellington Rowing Club will send seven boats to Canterbury for the Inter-provincial Regatta, including the whale and the Dolly Varden. [329, 669, 475, 706]
paragraph: Stewards:—Messrs. F. Hewitt, B. Peers, Alex. M'Duff, H. De Villiers, Ack Cowan, A. M'Gregor, and Thos. Wardlaw. Judge—Mr. John Drew Atkin. Starter—Mr. Thomas Hewitt. Clerk of Course:—Mr. Jas. Kennedy. Treasurer:—Mr. A. M'Duff. Handicappers:—Messrs. B. Peers, Alex. M'Duff, and Thos. Hewitt. [800, 67, 946, 142]
paragraph: All disputes, claims, and objections arising out of the racing shall be decided by the Stewards, or whomever they may appoint. Their decision upon all points connected with the carrying out of the programme shall be final. [643, 918, 789, 974]
advert-block [800, 31, 946, 45]
column-1 [10, 27, 167, 1968]
section-subheading: (To the Editor.) [218, 1601, 272, 1610]
paragraph: Mr. Oudaille's Nelly Gray (Oudaille, jnr.) 1 1 [15, 1235, 161, 1254]
paragraph: Mr. Sutherland's Eve Scott ... 2 2 [15, 1256, 131, 1265]
paragraph: Stewards:—Messrs. D. M'Donald, E. Hills, W. Woods, A. M'Donald, W. G. Bush, S. Cowap. Judge:—Mr. Wm. M'Donald. Starter:—Mr. W. Shaw. Clerk of the Course:—Mr. G. Rodgers. Treasurer:—Mr. W. G. Bush. Handicappers:—Messrs. E. Hills, C. Wood, and S. Cowap. [800, 956, 946, 1022]
paragraph: 5. Five per cent. will be deducted from the gross amount of stakes for expenses. [800, 1464, 946, 1482]
paragraph: No person shall be allowed to enter or run a horse for any race in this Programme (post entry races excepted) unless the latter be qualified as the bona fide property of a subscriber to the Race Fund of not less than two guineas. [643, 976, 789, 1033]
paragraph: The several applications were approved. [486, 947, 632, 965]
section-heading: SPORTING INTELLIGENCE. [336, 1255, 468, 1265]
paragraph: Proposed mode of working the land.—Quartz crushing. [643, 1497, 789, 1516]
paragraph: Entries to be received by the Secretary, at his office, up to 8 p.m. on Wednesday, 18th February. Entrance money, enclosed with name, age, and pedigree (if any) of the horse, and name of owner and colours of the rider. [643, 1034, 789, 1091]
paragraph: 8. Three horses to start or no race. [809, 825, 932, 834]
paragraph: 9. Any person lodging a protest will have to deposit one guinea; and should such protest be not sustained, the same will be forfeited. [800, 836, 946, 873]
paragraph: Mr. Doughty, for Mr. Jerusalem Smith, applied for a renewal of his sawmill license in the Maungatua district. [486, 1371, 632, 1399]
paragraph: I HEREBY give notice that I have applied to the Warden for a lease of surveyed land for agricultural purposes, situate at and being section 40, block 1, Waitahuna West, comprising 50 acres, or thereabouts; and that the said application will be heard at the Warden's Office, Lawrence, on January 21. Persons objecting to the granting of such lease must lodge the same with the Warden before 24 hours of the day of hearing. [957, 1222, 1103, 1326]
paragraph: Mr. Sutherland's roan mare won by two lengths. Nine started. [15, 1277, 161, 1295]
paragraph: 4. Any jockey riding except in the colours entered will be fined one guinea. [800, 1443, 946, 1462]
paragraph: Railway Plate. [15, 1193, 65, 1202]
advert-emphasis: ON 1st JANUARY, 1874. [970, 1653, 1090, 1664]
paragraph: C. T. J. Klinget, section 2, block X., Waitahuna West. [486, 585, 632, 604]
paragraph: Style under which it is intended to conduct the business.—Reef Creek Quartz Co. [643, 1388, 789, 1416]
section-subheading: To be held at Tapanui, On the 22nd and 23rd JANUARY, 1874. [803, 46, 943, 64]
